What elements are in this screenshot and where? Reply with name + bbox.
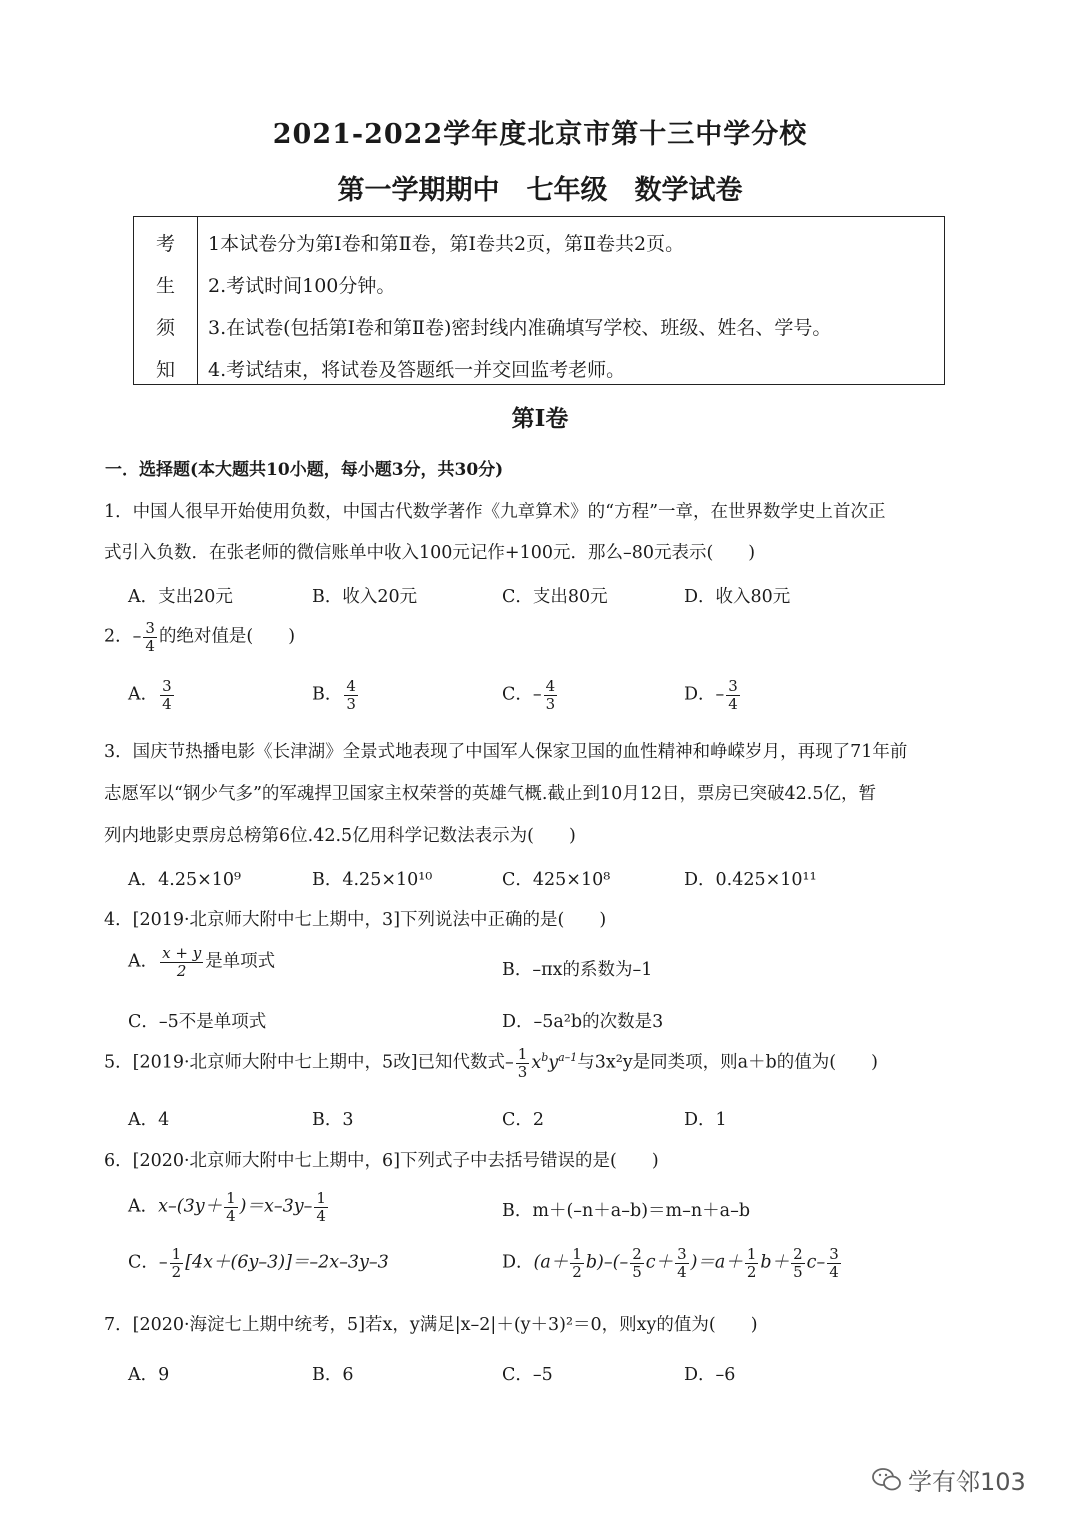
notice-side-char: 须 [155,317,175,339]
question-3-option-a: A．4.25×10⁹ [128,870,242,890]
notice-side-char: 知 [155,359,175,381]
question-7-option-d: D．–6 [684,1365,736,1385]
exam-title-line2: 第一学期期中 七年级 数学试卷 [337,175,743,206]
question-7-option-c: C．–5 [502,1365,553,1385]
notice-side-char: 生 [155,275,175,297]
question-2-option-b: B． $\frac{4}{3}$ [312,677,356,713]
notice-line: 3.在试卷(包括第Ⅰ卷和第Ⅱ卷)密封线内准确填写学校、班级、姓名、学号。 [208,317,832,339]
watermark [872,1462,1026,1497]
question-3-option-c: C．425×10⁸ [502,870,611,890]
question-3-line3: 列内地影史票房总榜第6位.42.5亿用科学记数法表示为( ) [104,826,576,846]
question-6-option-d: D．(a＋ $\frac{1}{2}$ b)–(– $\frac{2}{5}$ c＋ $\frac{3}{4}$ )＝a＋ $\frac{1}{2}$ b＋ $\frac{2}{5}$ c– $\frac{3}{4}$ [502,1245,839,1281]
question-1-option-d: D．收入80元 [684,587,791,607]
watermark-text: 学有邻103 [908,1468,1026,1496]
question-5-option-c: C．2 [502,1110,545,1130]
question-1-option-b: B．收入20元 [312,587,418,607]
exam-notice-box [133,216,945,385]
notice-side-char: 考 [155,233,175,255]
question-7-stem: 7．[2020·海淀七上期中统考，5]若x，y满足|x–2|＋(y＋3)²＝0，则xy的值为( ) [104,1315,758,1335]
question-7-option-a: A．9 [128,1365,170,1385]
question-2-stem: 2．– $\frac{3}{4}$ 的绝对值是( ) [104,619,296,655]
question-4-stem: 4．[2019·北京师大附中七上期中，3]下列说法中正确的是( ) [104,910,607,930]
question-6-option-c: C．– $\frac{1}{2}$ [4x＋(6y–3)]＝–2x–3y–3 [128,1245,389,1281]
question-6-option-b: B．m＋(–n＋a–b)＝m–n＋a–b [502,1201,751,1221]
question-1-line2: 式引入负数．在张老师的微信账单中收入100元记作+100元．那么–80元表示( ) [104,543,756,563]
question-5-stem: 5．[2019·北京师大附中七上期中，5改]已知代数式– $\frac{1}{3}$ $x^by^{a-1}$与3x²y是同类项，则a＋b的值为( ) [104,1045,878,1081]
question-5-option-b: B．3 [312,1110,354,1130]
exam-title-line1: 2021-2022学年度北京市第十三中学分校 [272,119,808,150]
notice-line: 1本试卷分为第Ⅰ卷和第Ⅱ卷，第Ⅰ卷共2页，第Ⅱ卷共2页。 [208,233,685,255]
question-5-option-d: D．1 [684,1110,727,1130]
question-6-stem: 6．[2020·北京师大附中七上期中，6]下列式子中去括号错误的是( ) [104,1151,659,1171]
wechat-icon [872,1467,902,1493]
question-1-line1: 1．中国人很早开始使用负数，中国古代数学著作《九章算术》的“方程”一章，在世界数学史上首次正 [104,502,886,522]
question-4-option-d: D．–5a²b的次数是3 [502,1012,664,1032]
question-6-option-a: A．x–(3y＋ $\frac{1}{4}$ )＝x–3y– $\frac{1}{4}$ [128,1189,326,1225]
question-2-option-c: C．– $\frac{4}{3}$ [502,677,556,713]
section-title: 一．选择题(本大题共10小题，每小题3分，共30分) [105,460,504,480]
question-3-option-b: B．4.25×10¹⁰ [312,870,433,890]
question-4-option-a: A． $\frac{x + y}{2}$ 是单项式 [128,944,276,980]
question-4-option-b: B．–πx的系数为–1 [502,960,653,980]
question-7-option-b: B．6 [312,1365,354,1385]
notice-line: 2.考试时间100分钟。 [208,275,396,297]
part-title: 第Ⅰ卷 [511,405,569,432]
notice-line: 4.考试结束，将试卷及答题纸一并交回监考老师。 [208,359,626,381]
question-3-line1: 3．国庆节热播电影《长津湖》全景式地表现了中国军人保家卫国的血性精神和峥嵘岁月，再现了71年前 [104,742,908,762]
notice-side-label [134,217,198,384]
question-5-option-a: A．4 [128,1110,170,1130]
question-3-option-d: D．0.425×10¹¹ [684,870,817,890]
question-1-option-c: C．支出80元 [502,587,608,607]
question-3-line2: 志愿军以“钢少气多”的军魂捍卫国家主权荣誉的英雄气概.截止到10月12日，票房已突破42.5亿，暂 [104,784,876,804]
question-2-option-d: D．– $\frac{3}{4}$ [684,677,738,713]
question-1-option-a: A．支出20元 [128,587,233,607]
question-4-option-c: C．–5不是单项式 [128,1012,267,1032]
question-2-option-a: A． $\frac{3}{4}$ [128,677,172,713]
